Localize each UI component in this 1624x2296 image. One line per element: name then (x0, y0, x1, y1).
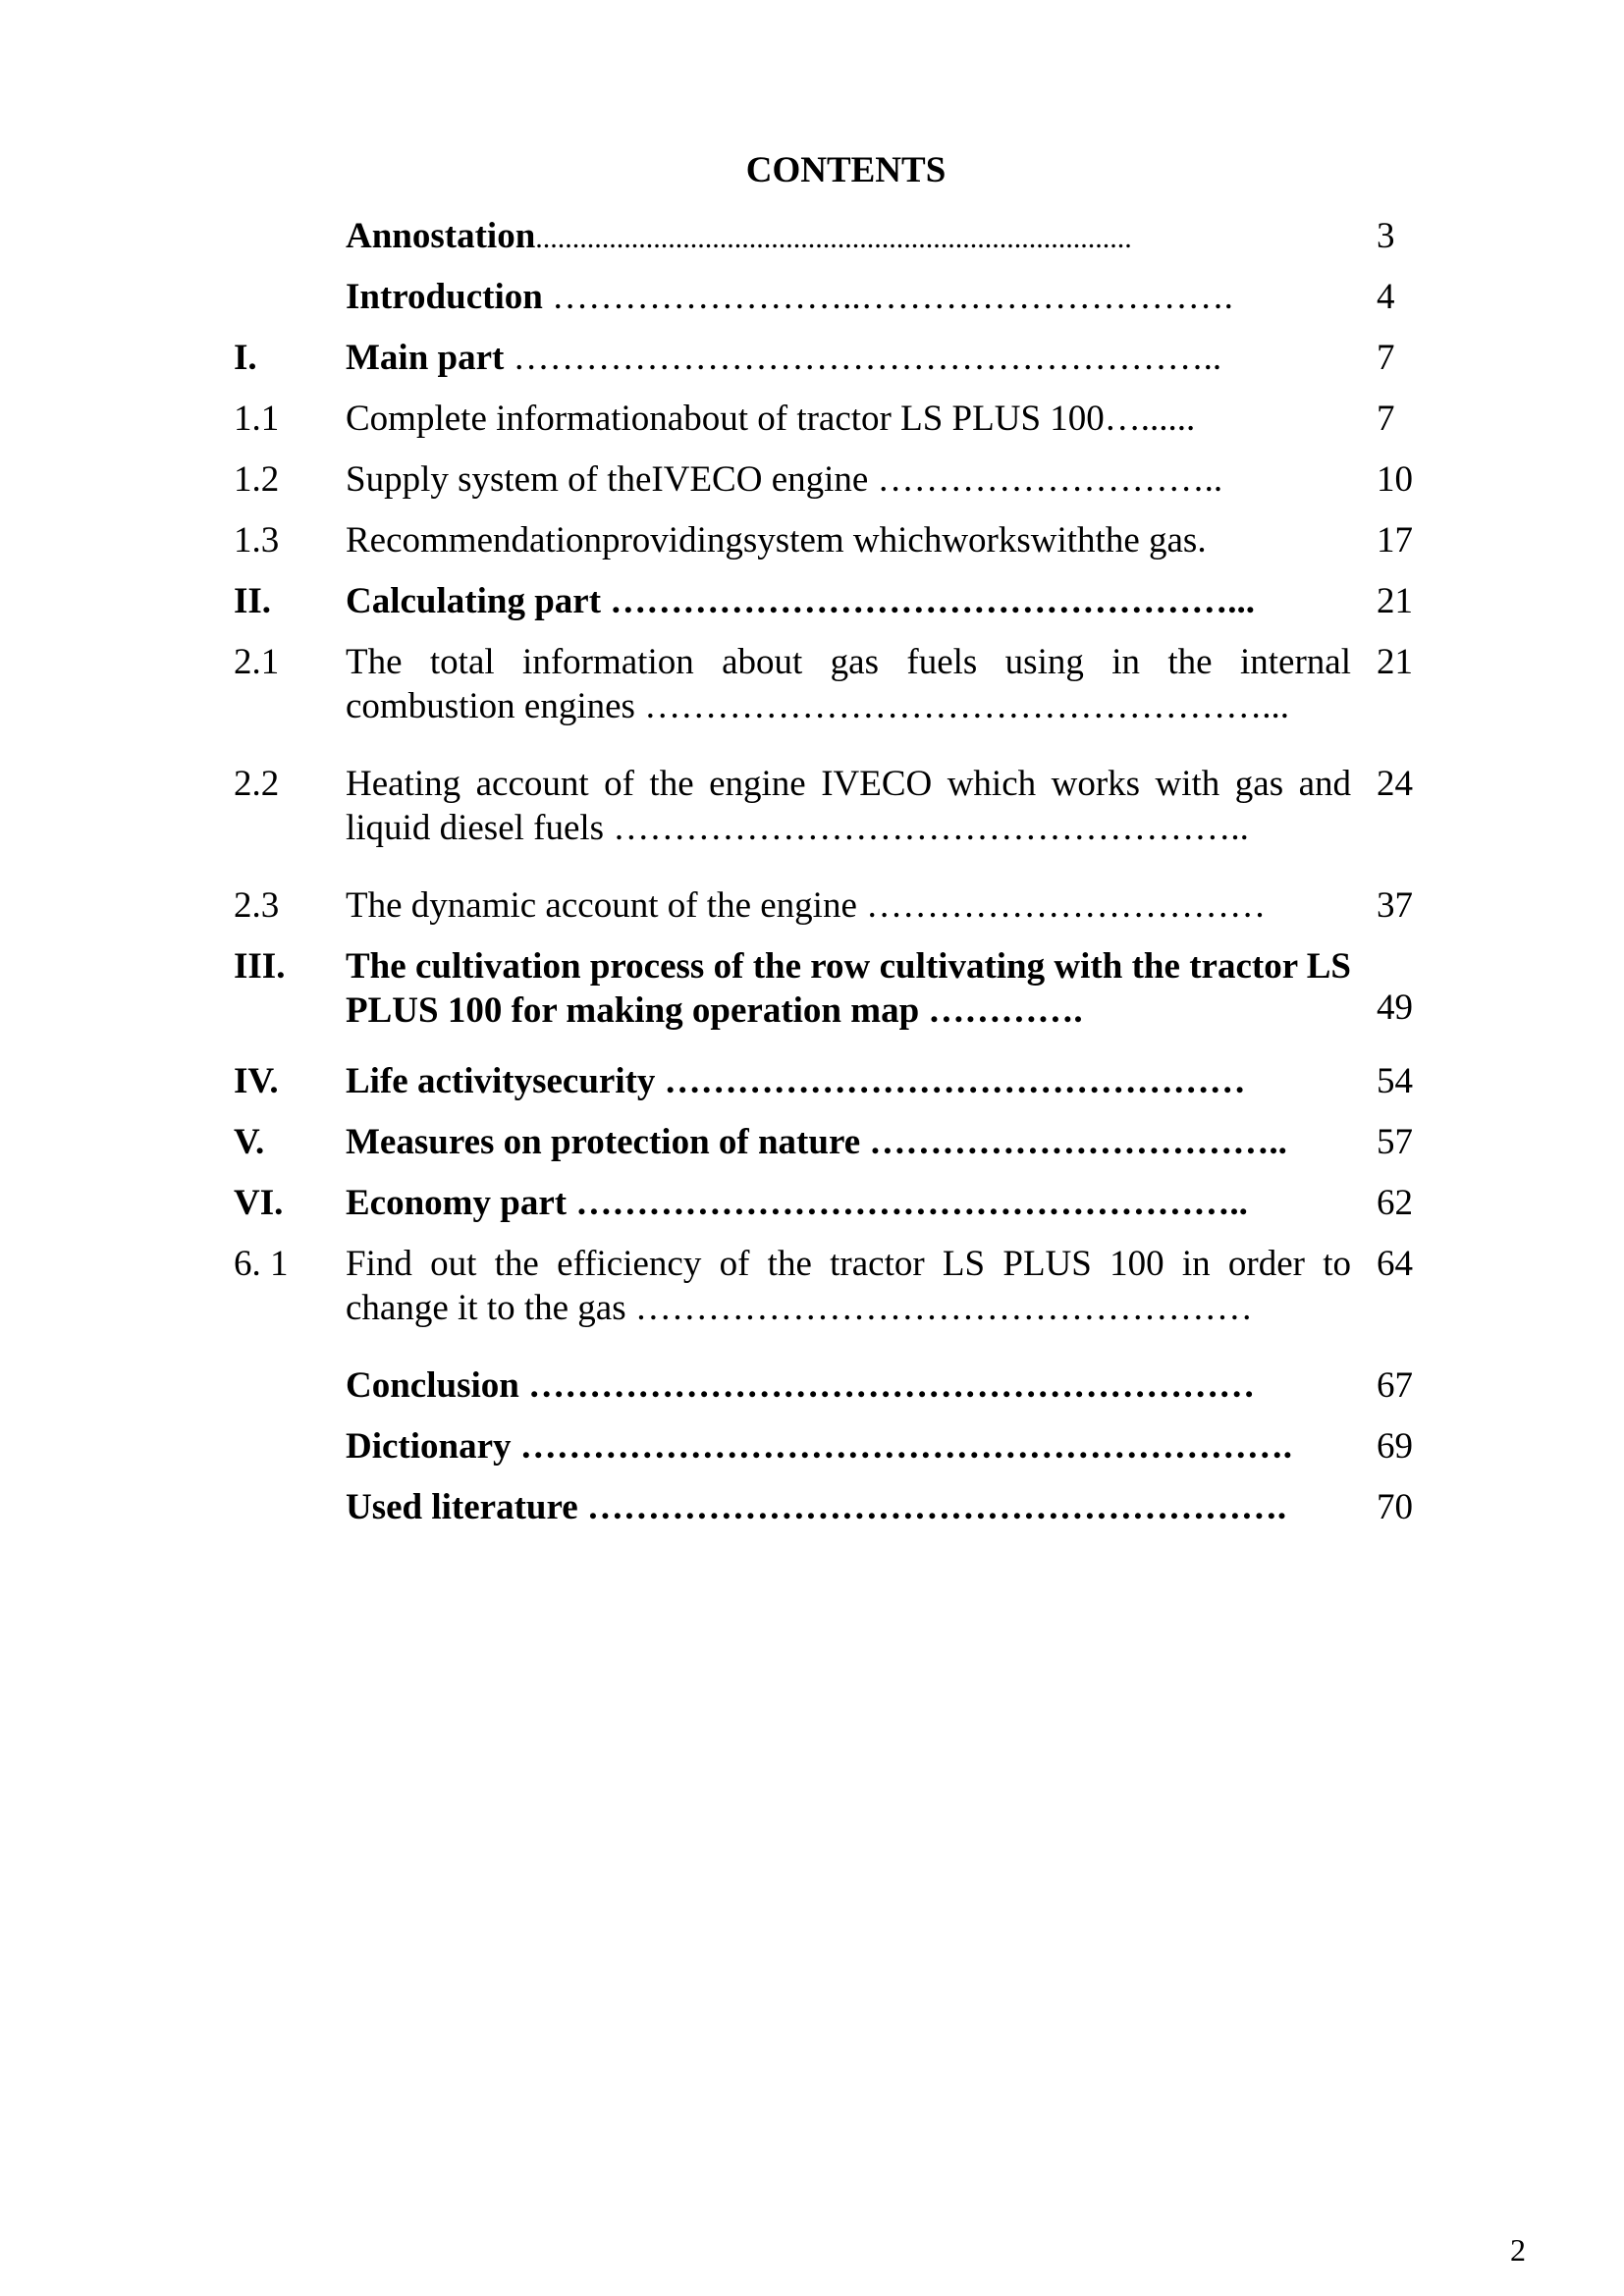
toc-entry-page: 69 (1377, 1426, 1413, 1467)
toc-entry (234, 1424, 1424, 1485)
page-number: 2 (1510, 2232, 1526, 2268)
toc-entry (234, 397, 1424, 457)
toc-entry-page: 3 (1377, 216, 1395, 256)
toc-entry-number: 1.1 (234, 399, 280, 439)
toc-entry-title: Calculating part ……………………………………………... (346, 581, 1256, 621)
toc-entry (234, 1242, 1424, 1363)
toc-entry-page: 10 (1377, 459, 1413, 500)
toc-entry (234, 1485, 1424, 1546)
toc-entry-page: 37 (1377, 885, 1413, 926)
toc-entry-number: 2.1 (234, 642, 280, 682)
toc-entry (234, 1059, 1424, 1120)
toc-entry-page: 4 (1377, 277, 1395, 317)
toc-entry-page: 17 (1377, 520, 1413, 561)
toc-entry-title: Introduction ……………………..…………………………. (346, 277, 1233, 317)
toc-entry-title: Find out the efficiency of the tractor LS PLUS 100 in order to change it to the gas …………………………………………… (346, 1244, 1351, 1328)
table-of-contents (234, 214, 1424, 1546)
toc-entry-title: Dictionary ………………………………………………………. (346, 1426, 1293, 1467)
toc-entry (234, 214, 1424, 275)
toc-entry (234, 275, 1424, 336)
toc-entry-title: Supply system of theIVECO engine ……………………….. (346, 459, 1223, 500)
toc-entry-title: Recommendationprovidingsystem whichworkswiththe gas. (346, 520, 1207, 561)
toc-entry-number: VI. (234, 1183, 284, 1223)
toc-entry-number: 6. 1 (234, 1244, 289, 1284)
toc-entry-title: Life activitysecurity ………………………………………… (346, 1061, 1246, 1101)
toc-entry (234, 1181, 1424, 1242)
toc-entry (234, 1120, 1424, 1181)
toc-entry-number: 1.3 (234, 520, 280, 561)
toc-entry-number: V. (234, 1122, 265, 1162)
toc-entry-title: Conclusion …………………………………………………… (346, 1365, 1256, 1406)
toc-entry-page: 49 (1377, 988, 1413, 1028)
toc-entry (234, 518, 1424, 579)
toc-entry-page: 7 (1377, 399, 1395, 439)
toc-entry-title: Main part ………………………………………………….. (346, 338, 1222, 378)
toc-entry (234, 579, 1424, 640)
toc-entry-title: The dynamic account of the engine …………………………… (346, 885, 1267, 926)
toc-entry (234, 457, 1424, 518)
toc-entry-page: 21 (1377, 642, 1413, 682)
contents-title: CONTENTS (745, 150, 947, 190)
toc-entry-title: Used literature …………………………………………………. (346, 1487, 1287, 1527)
toc-entry (234, 640, 1424, 762)
toc-entry-title: Annostation................................................................................. (346, 216, 1132, 256)
toc-entry-page: 57 (1377, 1122, 1413, 1162)
toc-entry-number: II. (234, 581, 272, 621)
toc-entry-number: IV. (234, 1061, 279, 1101)
toc-entry-title: Heating account of the engine IVECO which works with gas and liquid diesel fuels …………………………………………….. (346, 764, 1351, 848)
toc-entry (234, 762, 1424, 883)
toc-entry-number: I. (234, 338, 257, 378)
toc-entry-title: The cultivation process of the row cultivating with the tractor LS PLUS 100 for making operation map …………. (346, 946, 1351, 1031)
toc-entry-title: The total information about gas fuels using in the internal combustion engines ……………………………………………... (346, 642, 1351, 726)
toc-entry (234, 883, 1424, 944)
toc-entry-page: 67 (1377, 1365, 1413, 1406)
toc-entry-page: 64 (1377, 1244, 1413, 1284)
toc-entry-page: 62 (1377, 1183, 1413, 1223)
toc-entry-title: Measures on protection of nature …………………………….. (346, 1122, 1287, 1162)
toc-entry-page: 54 (1377, 1061, 1413, 1101)
toc-entry-number: 2.3 (234, 885, 280, 926)
toc-entry-number: 2.2 (234, 764, 280, 804)
toc-entry-title: Complete informationabout of tractor LS PLUS 100…...... (346, 399, 1196, 439)
toc-entry (234, 1363, 1424, 1424)
toc-entry-page: 70 (1377, 1487, 1413, 1527)
toc-entry-page: 24 (1377, 764, 1413, 804)
toc-entry-title: Economy part ……………………………………………….. (346, 1183, 1248, 1223)
toc-entry-number: 1.2 (234, 459, 280, 500)
toc-entry-page: 7 (1377, 338, 1395, 378)
toc-entry-number: III. (234, 946, 286, 987)
toc-entry (234, 336, 1424, 397)
toc-entry (234, 944, 1424, 1059)
toc-entry-page: 21 (1377, 581, 1413, 621)
